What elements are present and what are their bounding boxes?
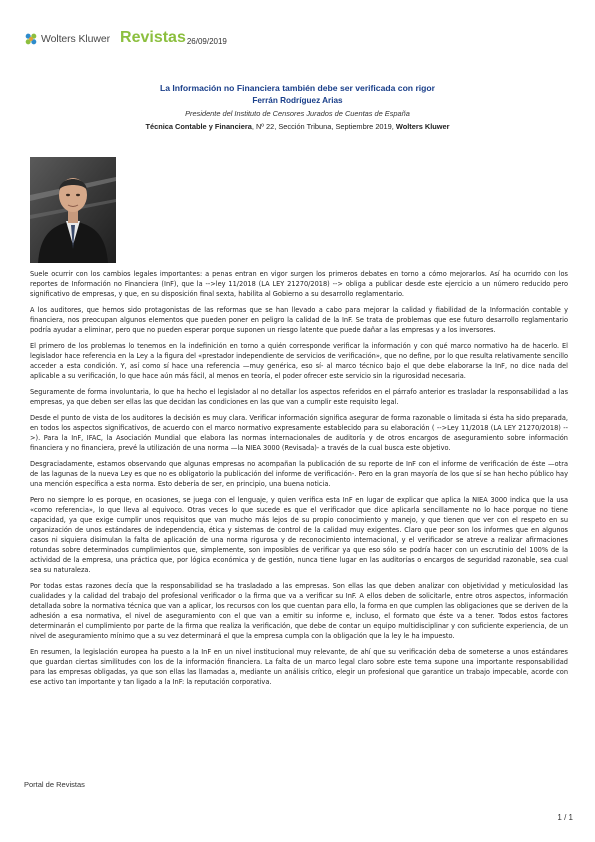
- paragraph: A los auditores, que hemos sido protagonistas de las reformas que se han llevado a cabo para mejorar la calidad y fiabilidad de la Información contable y financiera, nos preocupan algunos elementos que pueden poner en peligro la calidad de la InF. Se trata de problemas que ese futuro desarrollo reglamentario podría ayudar a eliminar, pero que no pueden esperar porque suponen un riesgo latente que puede dañar a las empresas y a los inversores.: [30, 306, 568, 334]
- page-number: 1 / 1: [557, 813, 573, 822]
- wolters-kluwer-icon: [24, 32, 38, 46]
- author-photo: [30, 157, 116, 263]
- source-journal: Técnica Contable y Financiera: [145, 122, 252, 131]
- article-title: La Información no Financiera también debe ser verificada con rigor: [159, 83, 436, 93]
- source-details: , Nº 22, Sección Tribuna, Septiembre 2019,: [251, 122, 396, 131]
- footer-portal-link[interactable]: Portal de Revistas: [24, 780, 85, 789]
- paragraph: El primero de los problemas lo tenemos en la indefinición en torno a quién corresponde verificar la información y con qué marco normativo ha de hacerlo. El legislador hace referencia en la Ley a la figura del «prestador independiente de servicios de verificación», que no define, por lo que resulta relativamente sencillo acceder a esta condición. Y, así como sí hace una referencia —muy genérica, eso sí- al marco técnico bajo el que debe elaborarse la InF, no dice nada del aplicable a su verificación, lo que hace aún más fácil, al menos en teoría, el poder ofrecer este servicio sin la rigurosidad necesaria.: [30, 342, 568, 380]
- paragraph: En resumen, la legislación europea ha puesto a la InF en un nivel institucional muy relevante, de ahí que su verificación deba de someterse a unos estándares que guardan ciertas similitudes con los de la información financiera. La falta de un marco legal claro sobre este tema supone una importante responsabilidad para las empresas obligadas, ya que son ellas las llamadas a, mediante un análisis crítico, elegir un profesional que garantice un trabajo impecable, acorde con ese activo tan importante y tan ligado a la InF: la reputación corporativa.: [30, 648, 568, 686]
- paragraph: Por todas estas razones decía que la responsabilidad se ha trasladado a las empresas. Son ellas las que deben analizar con objetividad y meticulosidad las cualidades y la calidad del trabajo del profesional verificador o la firma que va a verificar su InF. A ellos deben de solicitarle, entre otros aspectos, información detallada sobre la normativa técnica que van a aplicar, los recursos con los que cuentan para ello, la forma en que cumplen las obligaciones que se deriven de la adhesión a esa normativa, el nivel de aseguramiento con el que van a emitir su informe e, incluso, el formato que éste va a tener. Todos estos factores determinarán el cumplimiento por parte de la firma que realiza la verificación, que debe de contar un equipo multidisciplinar y con suficiente experiencia, de un nivel de aseguramiento mínimo que a su vez determinará el que la empresa cumpla con la obligación que la ley le ha impuesto.: [30, 582, 568, 640]
- brand-name: Wolters Kluwer: [41, 33, 111, 45]
- paragraph: Seguramente de forma involuntaria, lo que ha hecho el legislador al no detallar los aspectos referidos en el párrafo anterior es trasladar la responsabilidad a las empresas, ya que deben ser ellas las que decidan las condiciones en las que van a cumplir este requisito legal.: [30, 388, 568, 406]
- author-role: Presidente del Instituto de Censores Jurados de Cuentas de España: [185, 109, 410, 118]
- publication-date: 26/09/2019: [186, 37, 227, 46]
- article-source: [30, 120, 565, 133]
- paragraph: Suele ocurrir con los cambios legales importantes: a penas entran en vigor surgen los primeros debates en torno a cómo mejorarlos. Así ha ocurrido con los reportes de Información no Financiera (InF), que la -->ley 11/2018 (LA LEY 21270/2018) --> obliga a publicar desde este ejercicio a un número reducido pero significativo de empresas, y que, en su disposición final sexta, habilita al Gobierno a su desarrollo reglamentario.: [30, 270, 568, 298]
- article-body: [30, 269, 568, 693]
- publication-name[interactable]: Revistas: [120, 29, 186, 46]
- paragraph: Desde el punto de vista de los auditores la decisión es muy clara. Verificar información significa asegurar de forma razonable o limitada si ésta ha sido preparada, en todos los aspectos significativos, de acuerdo con el marco normativo expresamente establecido para su elaboración ( -->Ley 11/2018 (LA LEY 21270/2018) -->). Para la InF, IFAC, la Asociación Mundial que elabora las normas internacionales de auditoría y de otros encargos de aseguramiento sobre información financiera y no financiera, prevé la utilización de una norma —la NIEA 3000 (Revisada)- a través de la cual busca este objetivo.: [30, 414, 568, 452]
- author-portrait: [30, 157, 116, 263]
- wolters-kluwer-logo[interactable]: [24, 32, 110, 46]
- article-heading: [30, 82, 565, 133]
- page-header: [24, 24, 227, 46]
- source-publisher: Wolters Kluwer: [395, 122, 450, 131]
- paragraph: Desgraciadamente, estamos observando que algunas empresas no acompañan la publicación de su reporte de InF con el informe de verificación de éste —otra de las lagunas de la nueva Ley es que no es obligatorio la publicación del informe de verificación-. Pero en la gran mayoría de los que sí se han hecho público hay una mención específica a esta norma. Esto debería de ser, en principio, una buena noticia.: [30, 460, 568, 488]
- article-author: Ferrán Rodríguez Arias: [252, 96, 343, 105]
- paragraph: Pero no siempre lo es porque, en ocasiones, se juega con el lenguaje, y quien verifica esta InF en lugar de explicar que aplica la NIEA 3000 indica que la usa «como referencia», lo que lleva al equivoco. Otras veces lo que sucede es que el verificador que dice aplicarla sencillamente no lo hace porque no tiene capacidad, ya que exige cumplir unos requisitos que van mucho más lejos de su propio conocimiento y manejo, y que tienen que ver con el respeto en su organización de unos estándares de independencia, ética y sistemas de control de la calidad muy exigentes. Claro que peor son los informes que en algunos casos ni siquiera disimulan la falta de aplicación de una norma rigurosa y de reconocimiento internacional, y el verificador se atreve a realizar afirmaciones rotundas sobre determinados cumplimientos que, simplemente, son imposibles de verificar ya que eso sólo se podría hacer con un escrutinio del 100% de la actividad de la empresa, una práctica que, por lógica económica y de gestión, nunca tiene lugar en las auditorías o encargos de seguridad razonable, sea cual sea su naturaleza.: [30, 496, 568, 574]
